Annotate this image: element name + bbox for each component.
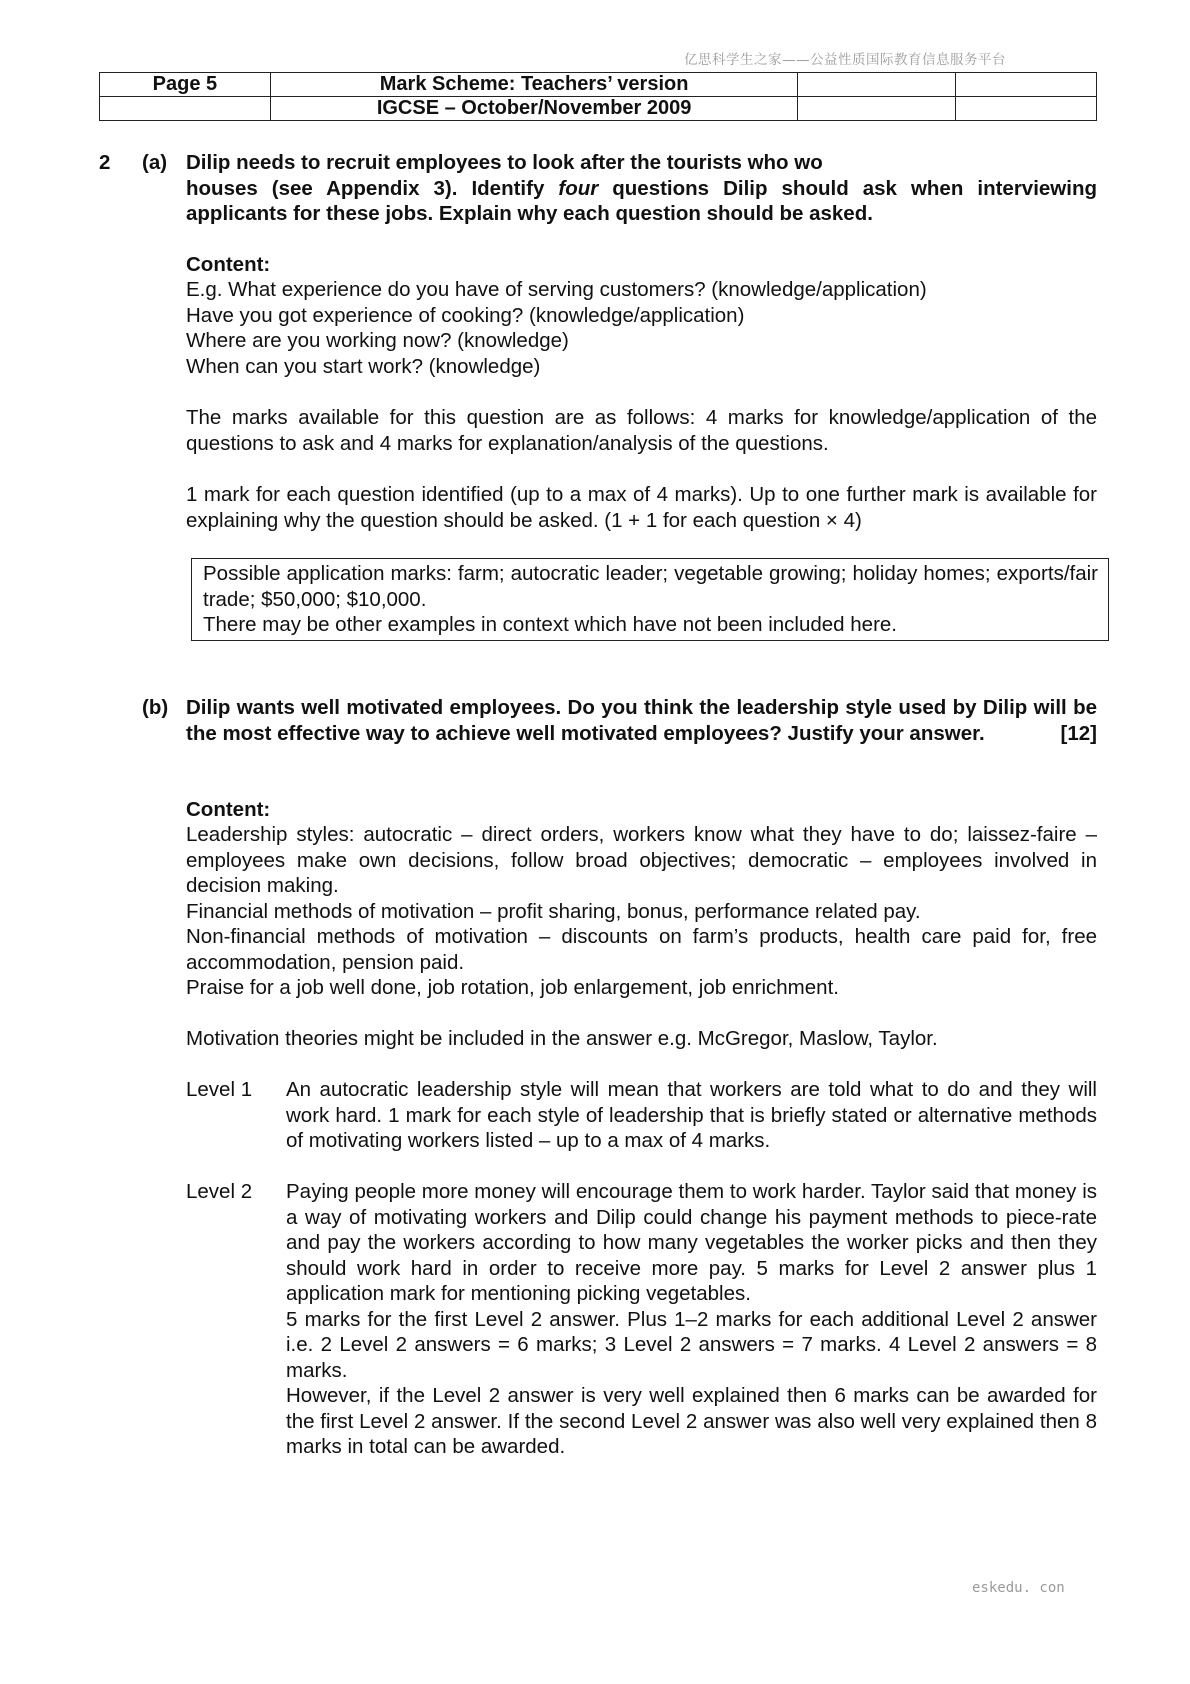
exam-session: IGCSE – October/November 2009 <box>270 97 798 121</box>
page-number: Page 5 <box>100 73 271 97</box>
header-empty-cell <box>956 73 1097 97</box>
level2-label: Level 2 <box>186 1180 253 1203</box>
content-line: Have you got experience of cooking? (knowledge/application) <box>186 303 745 327</box>
part-b-question-text: Dilip wants well motivated employees. Do you think the leadership style used by Dilip will be the most effective way to achieve well motivated employees? Justify your answer. <box>186 696 1097 745</box>
level2-paragraph: However, if the Level 2 answer is very well explained then 6 marks can be awarded for the first Level 2 answer. If the second Level 2 answer was also well very explained then 8 marks in total can be awarded. <box>286 1384 1097 1458</box>
part-a-content-list <box>186 277 1097 379</box>
part-a-marks-available: The marks available for this question are as follows: 4 marks for knowledge/application of the questions to ask and 4 marks for explanation/analysis of the questions. <box>186 406 1097 455</box>
watermark-bottom: eskedu. con <box>972 1580 1065 1596</box>
part-b-marks: [12] <box>1060 721 1097 745</box>
content-line: Financial methods of motivation – profit sharing, bonus, performance related pay. <box>186 899 921 923</box>
part-a-mark-rule: 1 mark for each question identified (up to a max of 4 marks). Up to one further mark is available for explaining why the question should be asked. (1 + 1 for each question × 4) <box>186 483 1097 532</box>
part-b-content-list <box>186 822 1097 1001</box>
part-b-label: (b) <box>142 696 169 719</box>
part-b-content-heading: Content: <box>186 798 271 821</box>
part-a-question <box>186 150 1097 227</box>
part-a-question-emphasis: four <box>558 176 599 200</box>
part-a-question-line1: Dilip needs to recruit employees to look after the tourists who wo <box>186 151 823 174</box>
question-number: 2 <box>99 151 111 174</box>
level2-paragraph: 5 marks for the first Level 2 answer. Plus 1–2 marks for each additional Level 2 answer i.e. 2 Level 2 answers = 6 marks; 3 Level 2 answers = 7 marks. 4 Level 2 answers = 8 marks. <box>286 1307 1097 1382</box>
header-empty-cell <box>956 97 1097 121</box>
part-a-question-pre: houses (see Appendix 3). Identify <box>186 176 559 200</box>
header-empty-cell <box>798 73 956 97</box>
motivation-theories: Motivation theories might be included in the answer e.g. McGregor, Maslow, Taylor. <box>186 1027 938 1050</box>
level2-text <box>286 1179 1097 1460</box>
part-a-label: (a) <box>142 151 168 174</box>
part-b-question <box>186 695 1097 746</box>
application-marks-note: There may be other examples in context which have not been included here. <box>203 613 897 636</box>
content-line: Where are you working now? (knowledge) <box>186 329 569 352</box>
header-empty-cell <box>100 97 271 121</box>
watermark-top: 亿思科学生之家——公益性质国际教育信息服务平台 <box>684 52 1006 68</box>
content-line: Praise for a job well done, job rotation, job enlargement, job enrichment. <box>186 976 839 999</box>
content-line: When can you start work? (knowledge) <box>186 354 541 378</box>
content-line: Leadership styles: autocratic – direct orders, workers know what they have to do; laissez-faire – employees make own decisions, follow broad objectives; democratic – employees involved in decision making. <box>186 823 1097 897</box>
level1-label: Level 1 <box>186 1078 253 1101</box>
part-a-question-post: questions Dilip should ask when interviewing applicants for these jobs. Explain why each question should be asked. <box>186 176 1097 225</box>
content-line: Non-financial methods of motivation – discounts on farm’s products, health care paid for, free accommodation, pension paid. <box>186 925 1097 974</box>
level1-text: An autocratic leadership style will mean that workers are told what to do and they will work hard. 1 mark for each style of leadership that is briefly stated or alternative methods of motivating workers listed – up to a max of 4 marks. <box>286 1078 1097 1152</box>
part-a-question-rest <box>186 176 1097 227</box>
application-marks-text: Possible application marks: farm; autocratic leader; vegetable growing; holiday homes; exports/fair trade; $50,000; $10,000. <box>203 562 1098 611</box>
level2-paragraph: Paying people more money will encourage them to work harder. Taylor said that money is a way of motivating workers and Dilip could change his payment methods to piece-rate and pay the workers according to how many vegetables the worker picks and then they should work hard in order to receive more pay. 5 marks for Level 2 answer plus 1 application mark for mentioning picking vegetables. <box>286 1180 1097 1305</box>
document-title: Mark Scheme: Teachers’ version <box>270 73 798 97</box>
header-empty-cell <box>798 97 956 121</box>
content-line: E.g. What experience do you have of serving customers? (knowledge/application) <box>186 278 927 301</box>
header-table <box>99 72 1097 121</box>
part-a-content-heading: Content: <box>186 253 271 276</box>
application-marks-box <box>191 558 1109 641</box>
